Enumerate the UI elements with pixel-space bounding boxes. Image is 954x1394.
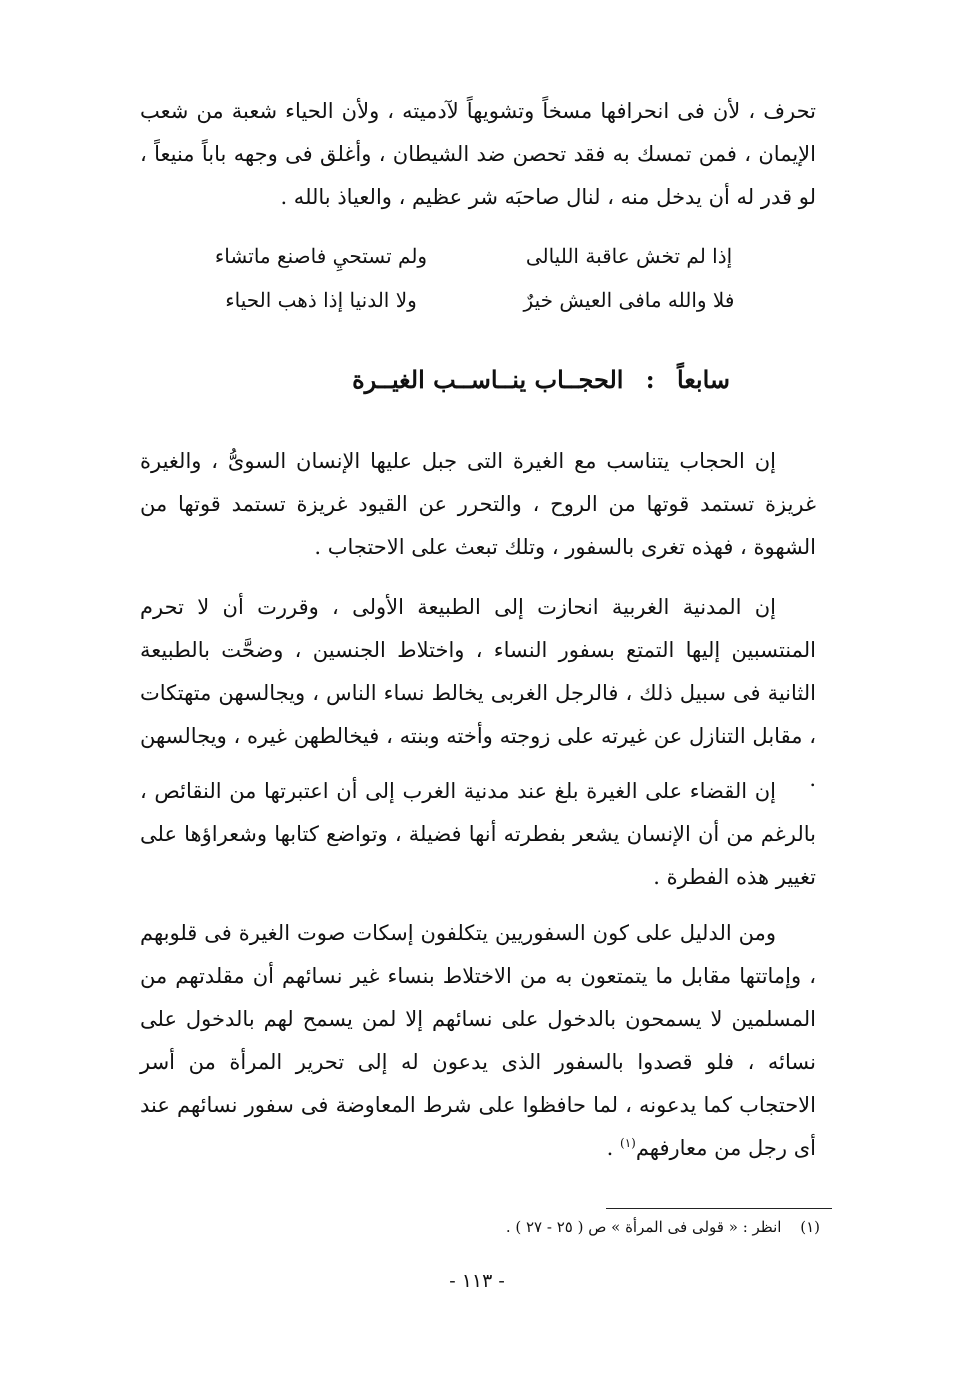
paragraph-2: إن المدنية الغربية انحازت إلى الطبيعة الأولى ، وقررت أن لا تحرم المنتسبين إليها التمتع بسفور النساء ، واختلاط الجنسين ، وضحَّت بالطبيعة الثانية فى سبيل ذلك ، فالرجل الغربى يخالط نساء الناس ، ويجالسهن متهتكات ، مقابل التنازل عن غيرته على زوجته وأخته وبنته ، فيخالطهن غيره ، ويجالسهن . xyxy=(140,595,816,791)
poem-line xyxy=(190,278,760,322)
paragraph-3: إن القضاء على الغيرة بلغ عند مدنية الغرب إلى أن اعتبرتها من النقائص ، بالرغم من أن الإنسان يشعر بفطرته أنها فضيلة ، وتواضع كتابها وشعراؤها على تغيير هذه الفطرة . xyxy=(140,779,816,889)
poem-hemistich: فلا والله مافى العيش خيرٌ xyxy=(523,288,735,312)
paragraph-4-end: . xyxy=(606,1136,620,1160)
poem-line xyxy=(190,234,760,278)
footnote xyxy=(360,1212,820,1242)
section-heading-separator: : xyxy=(645,365,655,394)
footnote-text: انظر : « قولى فى المرأة » ص ( ٢٥ - ٢٧ ) . xyxy=(505,1218,782,1236)
footnote-divider xyxy=(606,1208,832,1209)
poem xyxy=(190,234,760,322)
page-number: - ١١٣ - xyxy=(449,1270,505,1292)
section-heading xyxy=(300,358,730,402)
footnote-marker: (١) xyxy=(800,1218,820,1236)
poem-hemistich: ولم تستحيِ فاصنع ماتشاء xyxy=(214,244,428,268)
section-heading-title: الحجــاب ينــاســب الغيــرة xyxy=(352,365,624,394)
paragraph-intro: تحرف ، لأن فى انحرافها مسخاً وتشويهاً لآدميته ، ولأن الحياء شعبة من شعب الإيمان ، فمن تمسك به فقد تحصن ضد الشيطان ، وأغلق فى وجهه باباً منيعاً ، لو قدر له أن يدخل منه ، لنال صاحبَه شر عظيم ، والعياذ بالله . xyxy=(140,99,816,209)
paragraph-1: إن الحجاب يتناسب مع الغيرة التى جبل عليها الإنسان السوىُّ ، والغيرة غريزة تستمد قوتها من الروح ، والتحرر عن القيود غريزة تستمد قوتها من الشهوة ، فهذه تغرى بالسفور ، وتلك تبعث على الاحتجاب . xyxy=(140,449,816,559)
poem-hemistich: إذا لم تخش عاقبة الليالى xyxy=(525,244,733,268)
footnote-reference: (١) xyxy=(620,1136,636,1150)
poem-hemistich: ولا الدنيا إذا ذهب الحياء xyxy=(225,288,417,312)
section-heading-label: سابعاً xyxy=(677,365,730,394)
paragraph-4 xyxy=(140,912,816,1170)
paragraph-4-text: ومن الدليل على كون السفوريين يتكلفون إسكات صوت الغيرة فى قلوبهم ، وإماتتها مقابل ما يتمتعون به من الاختلاط بنساء غير نسائهم أن مقلدتهم من المسلمين لا يسمحون بالدخول على نسائهم إلا لمن يسمح لهم بالدخول على نسائه ، فلو قصدوا بالسفور الذى يدعون له إلى تحرير المرأة من أسر الاحتجاب كما يدعونه ، لما حافظوا على شرط المعاوضة فى سفور نسائهم عند أى رجل من معارفهم xyxy=(140,921,816,1160)
